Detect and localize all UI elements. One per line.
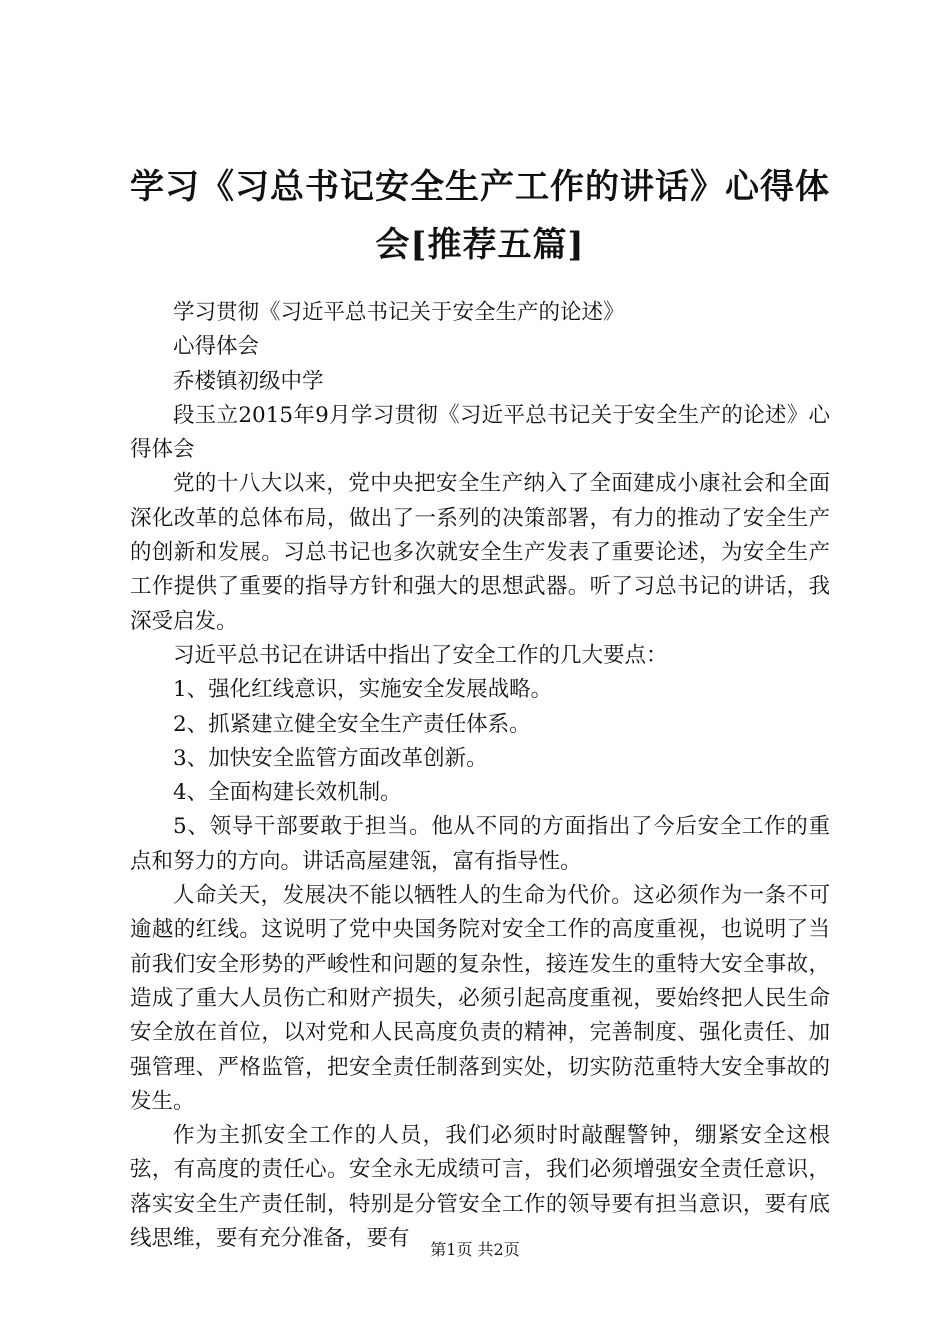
paragraph: 作为主抓安全工作的人员，我们必须时时敲醒警钟，绷紧安全这根弦，有高度的责任心。安全永无成绩可言，我们必须增强安全责任意识，落实安全生产责任制，特别是分管安全工作的领导要有担当意识，要有底线思维，要有充分准备，要有 [130,1123,830,1252]
list-item: 2、抓紧建立健全安全生产责任体系。 [173,711,531,737]
list-item: 5、领导干部要敢于担当。他从不同的方面指出了今后安全工作的重点和努力的方向。讲话高屋建瓴，富有指导性。 [130,814,830,874]
list-item: 1、强化红线意识，实施安全发展战略。 [173,677,553,703]
page-number-footer: 第1页 共2页 [430,1240,520,1259]
paragraph: 习近平总书记在讲话中指出了安全工作的几大要点： [173,642,668,668]
document-title: 学习《习总书记安全生产工作的讲话》心得体会[推荐五篇] [130,167,830,265]
list-item: 3、加快安全监管方面改革创新。 [173,745,488,771]
paragraph: 学习贯彻《习近平总书记关于安全生产的论述》 [173,300,625,325]
list-item: 4、全面构建长效机制。 [173,780,402,806]
paragraph: 人命关天，发展决不能以牺牲人的生命为代价。这必须作为一条不可逾越的红线。这说明了党中央国务院对安全工作的高度重视，也说明了当前我们安全形势的严峻性和问题的复杂性，接连发生的重特大安全事故，造成了重大人员伤亡和财产损失，必须引起高度重视，要始终把人民生命安全放在首位，以对党和人民高度负责的精神，完善制度、强化责任、加强管理、严格监管，把安全责任制落到实处，切实防范重特大安全事故的发生。 [130,883,830,1114]
document-body [130,296,830,1256]
paragraph: 段玉立2015年9月学习贯彻《习近平总书记关于安全生产的论述》心得体会 [130,402,830,463]
paragraph: 乔楼镇初级中学 [173,368,324,394]
paragraph: 党的十八大以来，党中央把安全生产纳入了全面建成小康社会和全面深化改革的总体布局，做出了一系列的决策部署，有力的推动了安全生产的创新和发展。习总书记也多次就安全生产发表了重要论述，为安全生产工作提供了重要的指导方针和强大的思想武器。听了习总书记的讲话，我深受启发。 [130,471,830,634]
paragraph: 心得体会 [173,334,260,360]
